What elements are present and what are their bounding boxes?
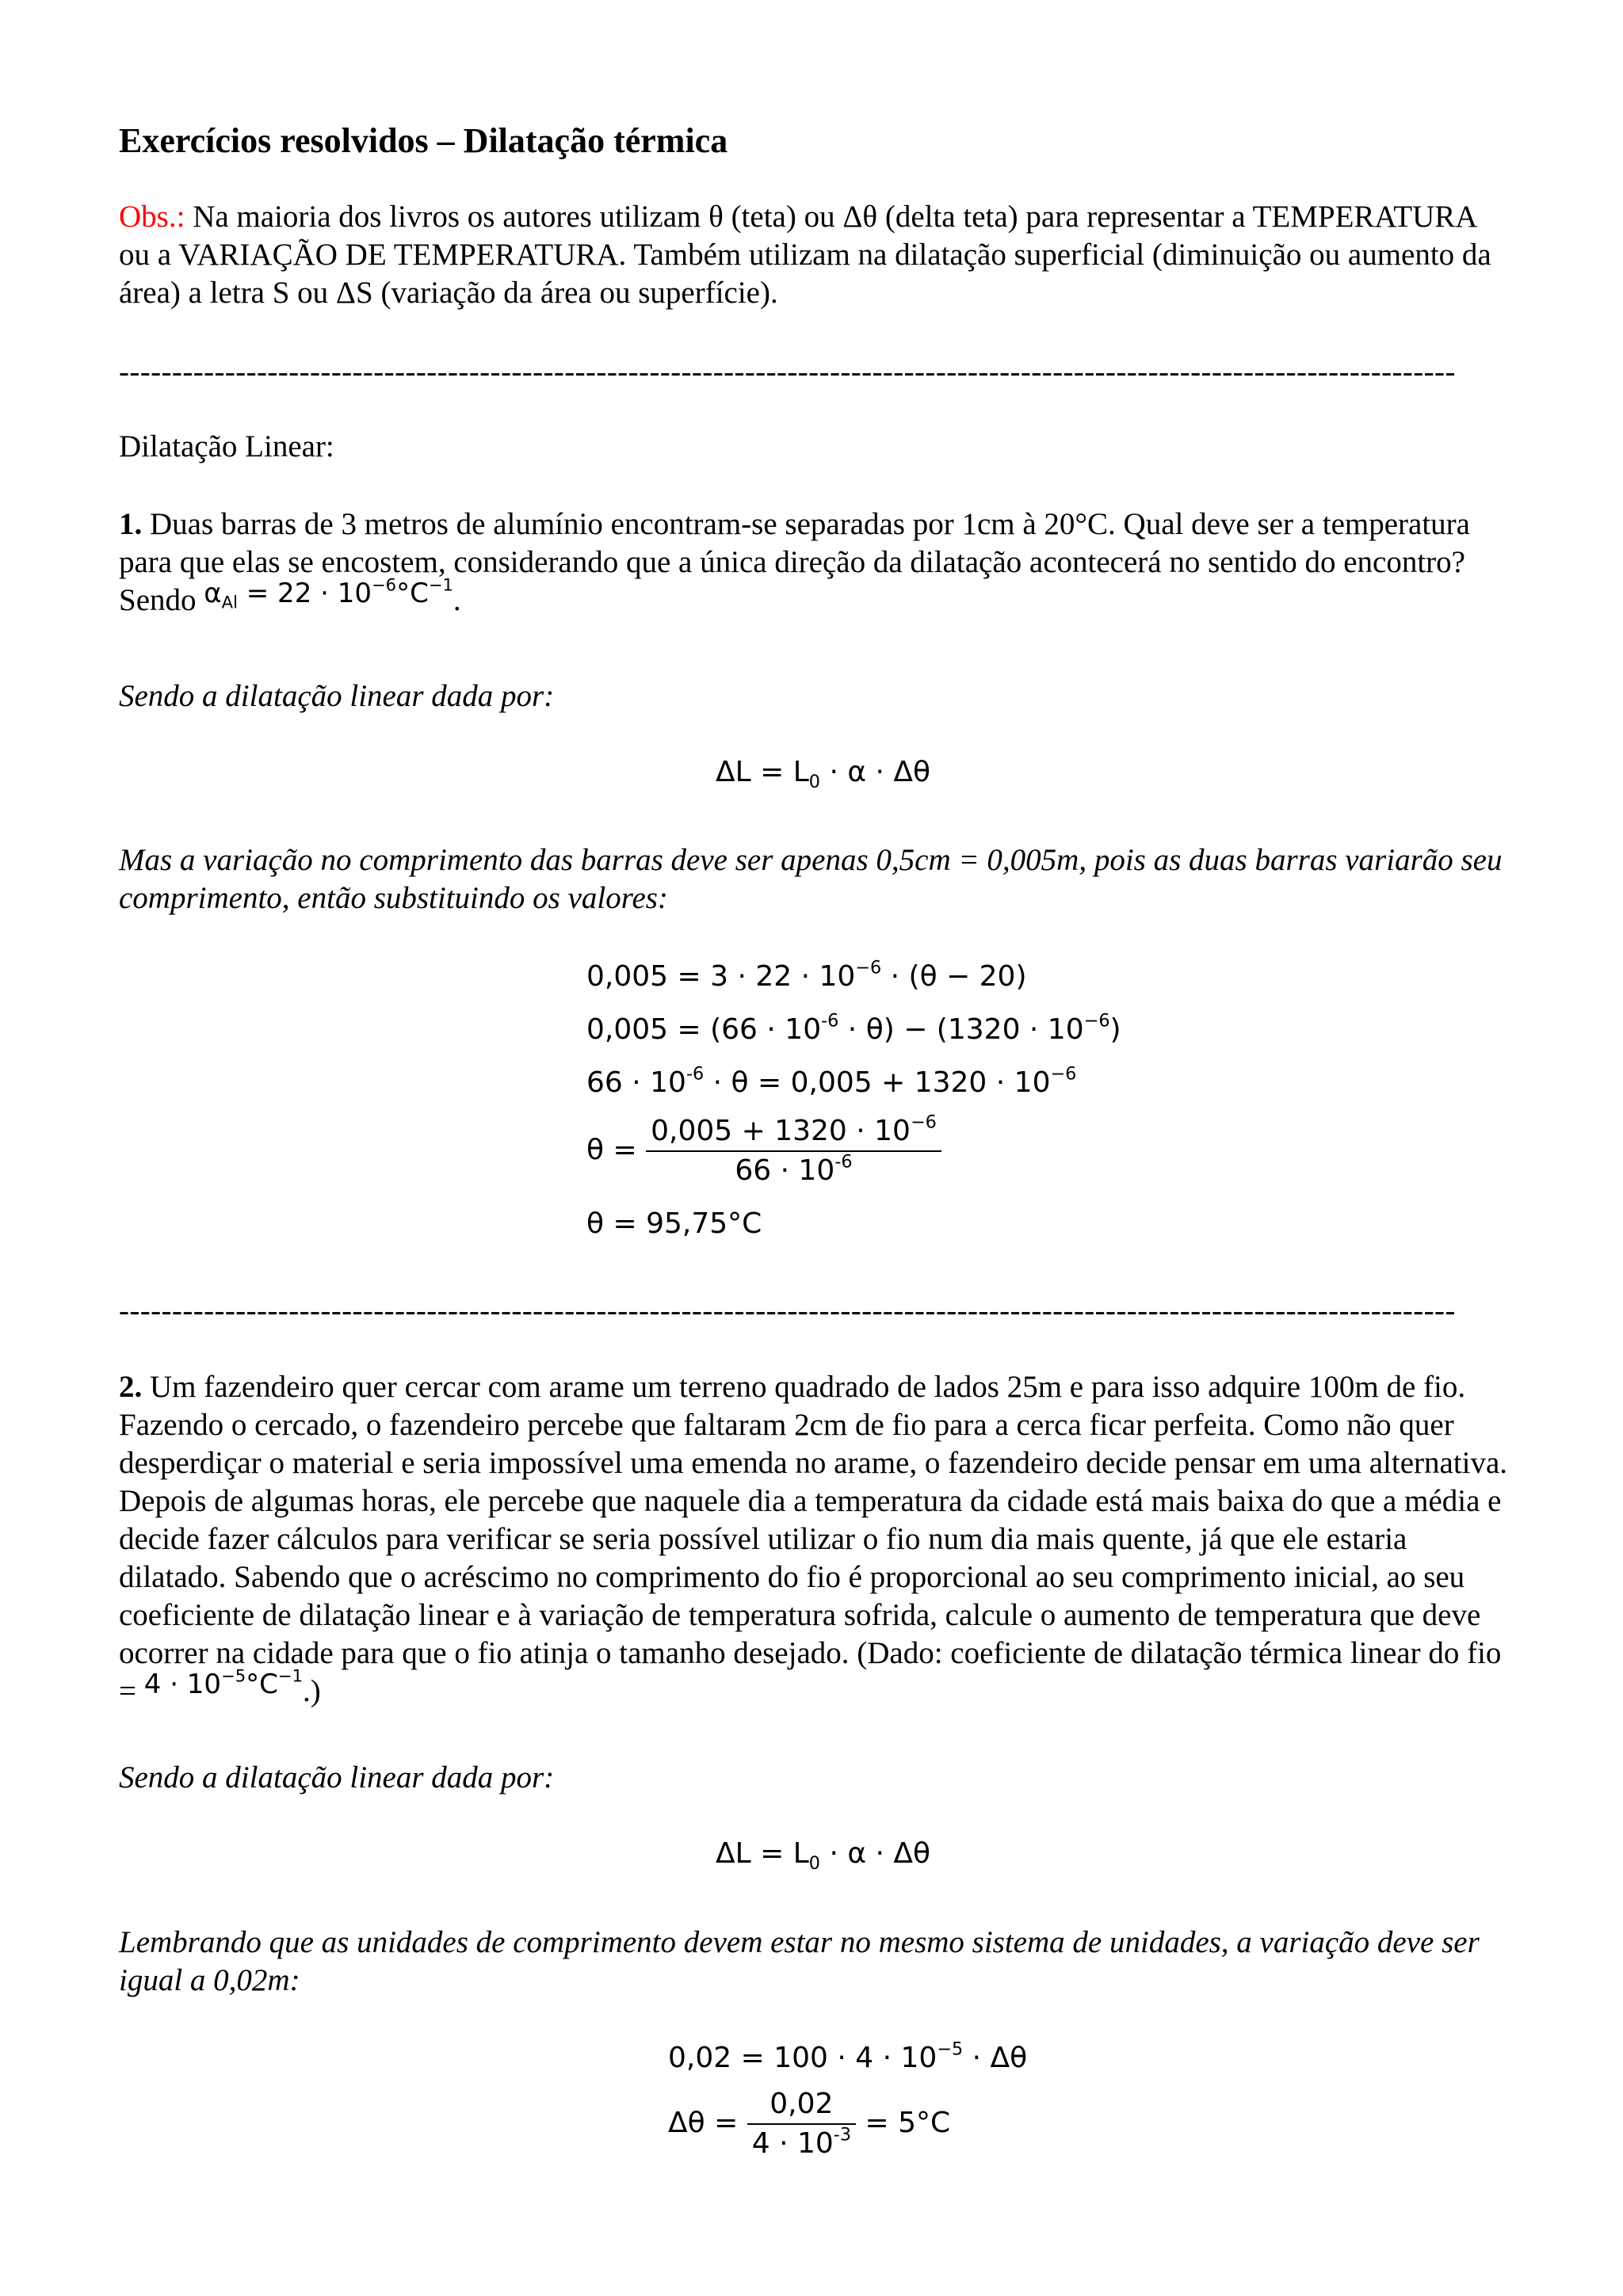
exercise-1-eq-4: [586, 1112, 941, 1187]
exercise-1-eq-2: [586, 1010, 1121, 1046]
eq-part: · (θ − 20): [881, 960, 1027, 993]
eq-part: 0,005 = (66 · 10: [586, 1013, 822, 1046]
eq-part: · θ = 0,005 + 1320 · 10: [704, 1066, 1051, 1099]
exercise-2-number: 2.: [119, 1370, 143, 1404]
exercise-1-text: [119, 505, 1514, 620]
formula-left: ΔL = L: [716, 1837, 809, 1870]
alpha-subscript: Al: [221, 592, 238, 612]
fraction-numerator: 0,02: [769, 2088, 834, 2120]
formula-subscript: 0: [808, 1852, 820, 1874]
eq-part: 0,02 = 100 · 4 · 10: [668, 2042, 938, 2074]
obs-paragraph: [119, 198, 1514, 312]
coef-unit-exponent: −1: [277, 1665, 303, 1686]
exercise-1-end: .: [453, 583, 461, 617]
eq-exponent: -3: [833, 2124, 852, 2145]
coef-exponent: −6: [372, 574, 397, 595]
exercise-1-explain: Mas a variação no comprimento das barras deve ser apenas 0,5cm = 0,005m, pois as duas barras variarão seu comprimento, então substituindo os valores:: [119, 843, 1503, 915]
eq-exponent: −6: [1083, 1010, 1110, 1032]
eq-exponent: −6: [855, 957, 882, 978]
exercise-1-intro: Sendo a dilatação linear dada por:: [119, 679, 555, 713]
exercise-1-eq-3: [586, 1063, 1077, 1099]
formula-right: · α · Δθ: [820, 1837, 931, 1870]
obs-label: Obs.:: [119, 200, 185, 234]
eq-exponent: −5: [937, 2039, 964, 2060]
exercise-2-text: [119, 1368, 1514, 1711]
eq-lhs: Δθ =: [668, 2107, 739, 2139]
formula-subscript: 0: [808, 771, 820, 792]
document-page: [119, 0, 1514, 2296]
exercise-2-coefficient: [143, 1665, 303, 1700]
exercise-1-number: 1.: [119, 507, 143, 541]
eq-part: · Δθ: [963, 2042, 1028, 2074]
exercise-2-statement: Um fazendeiro quer cercar com arame um terreno quadrado de lados 25m e para isso adquire 100m de fio. Fazendo o cercado, o fazendeiro percebe que faltaram 2cm de fio para a cerca ficar perfeita. Como não quer desperdiçar o material e seria impossível uma emenda no arame, o fazendeiro decide pensar em uma alternativa. Depois de algumas horas, ele percebe que naquele dia a temperatura da cidade está mais baixa do que a média e decide fazer cálculos para verificar se seria possível utilizar o fio num dia mais quente, já que ele estaria dilatado. Sabendo que o acréscimo no comprimento do fio é proporcional ao seu comprimento inicial, ao seu coeficiente de dilatação linear e à variação de temperatura sofrida, calcule o aumento de temperatura que deve ocorrer na cidade para que o fio atinja o tamanho desejado. (Dado: coeficiente de dilatação térmica linear do fio =: [119, 1370, 1508, 1708]
fraction-numerator: [646, 1112, 941, 1147]
formula-right: · α · Δθ: [820, 756, 931, 788]
coef-value: = 22 · 10: [237, 578, 372, 609]
coef-exponent: −5: [221, 1665, 246, 1686]
exercise-2-intro: Sendo a dilatação linear dada por:: [119, 1760, 555, 1794]
coef-value: 4 · 10: [143, 1669, 222, 1700]
exercise-2-eq-1: [668, 2039, 1028, 2074]
eq-part: 4 · 10: [751, 2127, 834, 2160]
eq-part: · θ) − (1320 · 10: [838, 1013, 1084, 1046]
exercise-1-coefficient: [204, 574, 453, 612]
fraction: [646, 1112, 941, 1187]
exercise-2-formula: [716, 1837, 931, 1874]
eq-part: ): [1109, 1013, 1121, 1046]
exercise-1-statement: Duas barras de 3 metros de alumínio encontram-se separadas por 1cm à 20°C. Qual deve ser a temperatura para que elas se encostem, considerando que a única direção da dilatação acontecerá no sentido do encontro? Sendo: [119, 507, 1470, 617]
eq-exponent: −6: [910, 1112, 937, 1133]
eq-exponent: -6: [821, 1010, 839, 1032]
separator-2: ------------------------------------------------------------------------------------------------------------------------------: [119, 1295, 1456, 1327]
document-title: Exercícios resolvidos – Dilatação térmica: [119, 121, 728, 160]
coef-unit-exponent: −1: [428, 574, 453, 595]
eq-part: 66 · 10: [586, 1066, 686, 1099]
coef-unit: °C: [246, 1669, 278, 1700]
separator-1: ------------------------------------------------------------------------------------------------------------------------------: [119, 357, 1456, 388]
exercise-1-formula: [716, 756, 931, 792]
alpha-symbol: α: [204, 578, 222, 609]
obs-text: Na maioria dos livros os autores utilizam θ (teta) ou Δθ (delta teta) para representar a TEMPERATURA ou a VARIAÇÃO DE TEMPERATURA. Também utilizam na dilatação superficial (diminuição ou aumento da área) a letra S ou ΔS (variação da área ou superfície).: [119, 200, 1491, 310]
exercise-2-explain: Lembrando que as unidades de comprimento devem estar no mesmo sistema de unidades, a variação deve ser igual a 0,02m:: [119, 1925, 1480, 1997]
eq-part: 0,005 + 1320 · 10: [651, 1115, 911, 1147]
fraction-bar: [646, 1150, 941, 1152]
exercise-1-eq-1: [586, 957, 1027, 993]
formula-left: ΔL = L: [716, 756, 809, 788]
fraction-denominator: [747, 2124, 856, 2160]
fraction-denominator: [646, 1151, 941, 1187]
section-heading: Dilatação Linear:: [119, 429, 334, 463]
eq-exponent: −6: [1050, 1063, 1077, 1085]
eq-rhs: = 5°C: [865, 2107, 951, 2139]
exercise-2-end: .): [302, 1674, 321, 1708]
eq-exponent: -6: [685, 1063, 705, 1085]
eq-exponent: -6: [834, 1151, 853, 1173]
coef-unit: °C: [396, 578, 429, 609]
exercise-1-eq-5: θ = 95,75°C: [586, 1207, 762, 1240]
eq-part: 66 · 10: [735, 1154, 835, 1187]
exercise-2-eq-2: [668, 2088, 950, 2160]
eq-part: 0,005 = 3 · 22 · 10: [586, 960, 856, 993]
eq-lhs: θ =: [586, 1134, 637, 1166]
fraction: [747, 2088, 856, 2160]
